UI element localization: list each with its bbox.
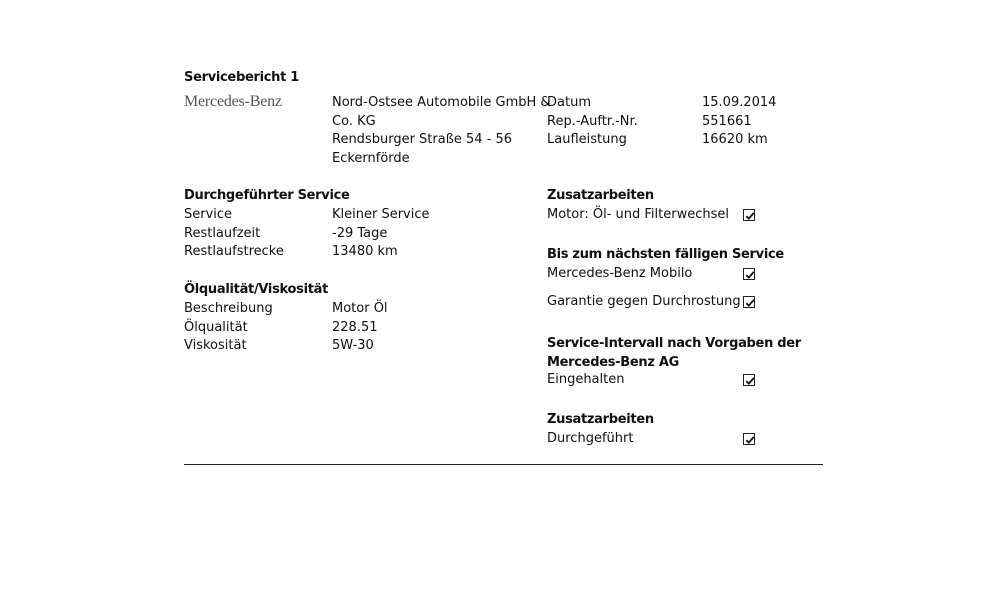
oil-label: Beschreibung [184,301,273,316]
checkbox-checked-icon[interactable] [743,433,755,445]
meta-value: 15.09.2014 [702,95,777,110]
checkmark-icon [744,269,756,281]
interval-heading-line: Service-Intervall nach Vorgaben der [547,336,801,351]
service-heading: Durchgeführter Service [184,188,350,203]
service-value: Kleiner Service [332,207,430,222]
checkbox-checked-icon[interactable] [743,296,755,308]
meta-value: 16620 km [702,132,768,147]
service-labels [184,206,284,262]
oil-label: Viskosität [184,338,247,353]
interval-item-label: Eingehalten [547,372,625,387]
extra-work-2-item-label: Durchgeführt [547,431,634,446]
meta-label: Rep.-Auftr.-Nr. [547,113,638,129]
interval-heading [547,334,801,372]
meta-labels [547,94,638,150]
checkmark-icon [744,210,756,222]
dealer-line: Eckernförde [332,150,410,166]
checkmark-icon [744,297,756,309]
oil-labels [184,300,273,356]
checkbox-checked-icon[interactable] [743,268,755,280]
oil-label: Ölqualität [184,319,248,335]
dealer-line: Nord-Ostsee Automobile GmbH & [332,95,551,110]
checkmark-icon [744,375,756,387]
checkbox-checked-icon[interactable] [743,209,755,221]
meta-label: Laufleistung [547,132,627,147]
oil-value: 228.51 [332,319,378,335]
checkmark-icon [744,434,756,446]
report-title: Servicebericht 1 [184,70,299,85]
oil-values [332,300,388,356]
extra-work-2-heading: Zusatzarbeiten [547,412,654,427]
oil-value: 5W-30 [332,338,374,353]
extra-work-heading: Zusatzarbeiten [547,188,654,203]
brand-logo: Mercedes-Benz [184,93,282,110]
oil-value: Motor Öl [332,301,388,316]
next-service-heading: Bis zum nächsten fälligen Service [547,247,784,262]
service-label: Service [184,207,233,222]
checkbox-checked-icon[interactable] [743,374,755,386]
meta-value: 551661 [702,113,752,129]
service-values [332,206,430,262]
extra-work-item-label: Motor: Öl- und Filterwechsel [547,207,729,222]
divider [184,464,823,465]
oil-heading: Ölqualität/Viskosität [184,282,329,297]
interval-heading-line: Mercedes-Benz AG [547,355,679,370]
dealer-line: Rendsburger Straße 54 - 56 [332,132,513,147]
next-service-item-label: Garantie gegen Durchrostung [547,294,741,309]
dealer-line: Co. KG [332,113,376,129]
service-label: Restlaufstrecke [184,244,284,259]
meta-values [702,94,776,150]
service-value: 13480 km [332,244,398,259]
meta-label: Datum [547,95,591,110]
service-label: Restlaufzeit [184,225,261,241]
next-service-item-label: Mercedes-Benz Mobilo [547,266,693,281]
service-value: -29 Tage [332,225,388,241]
dealer-address [332,94,551,168]
